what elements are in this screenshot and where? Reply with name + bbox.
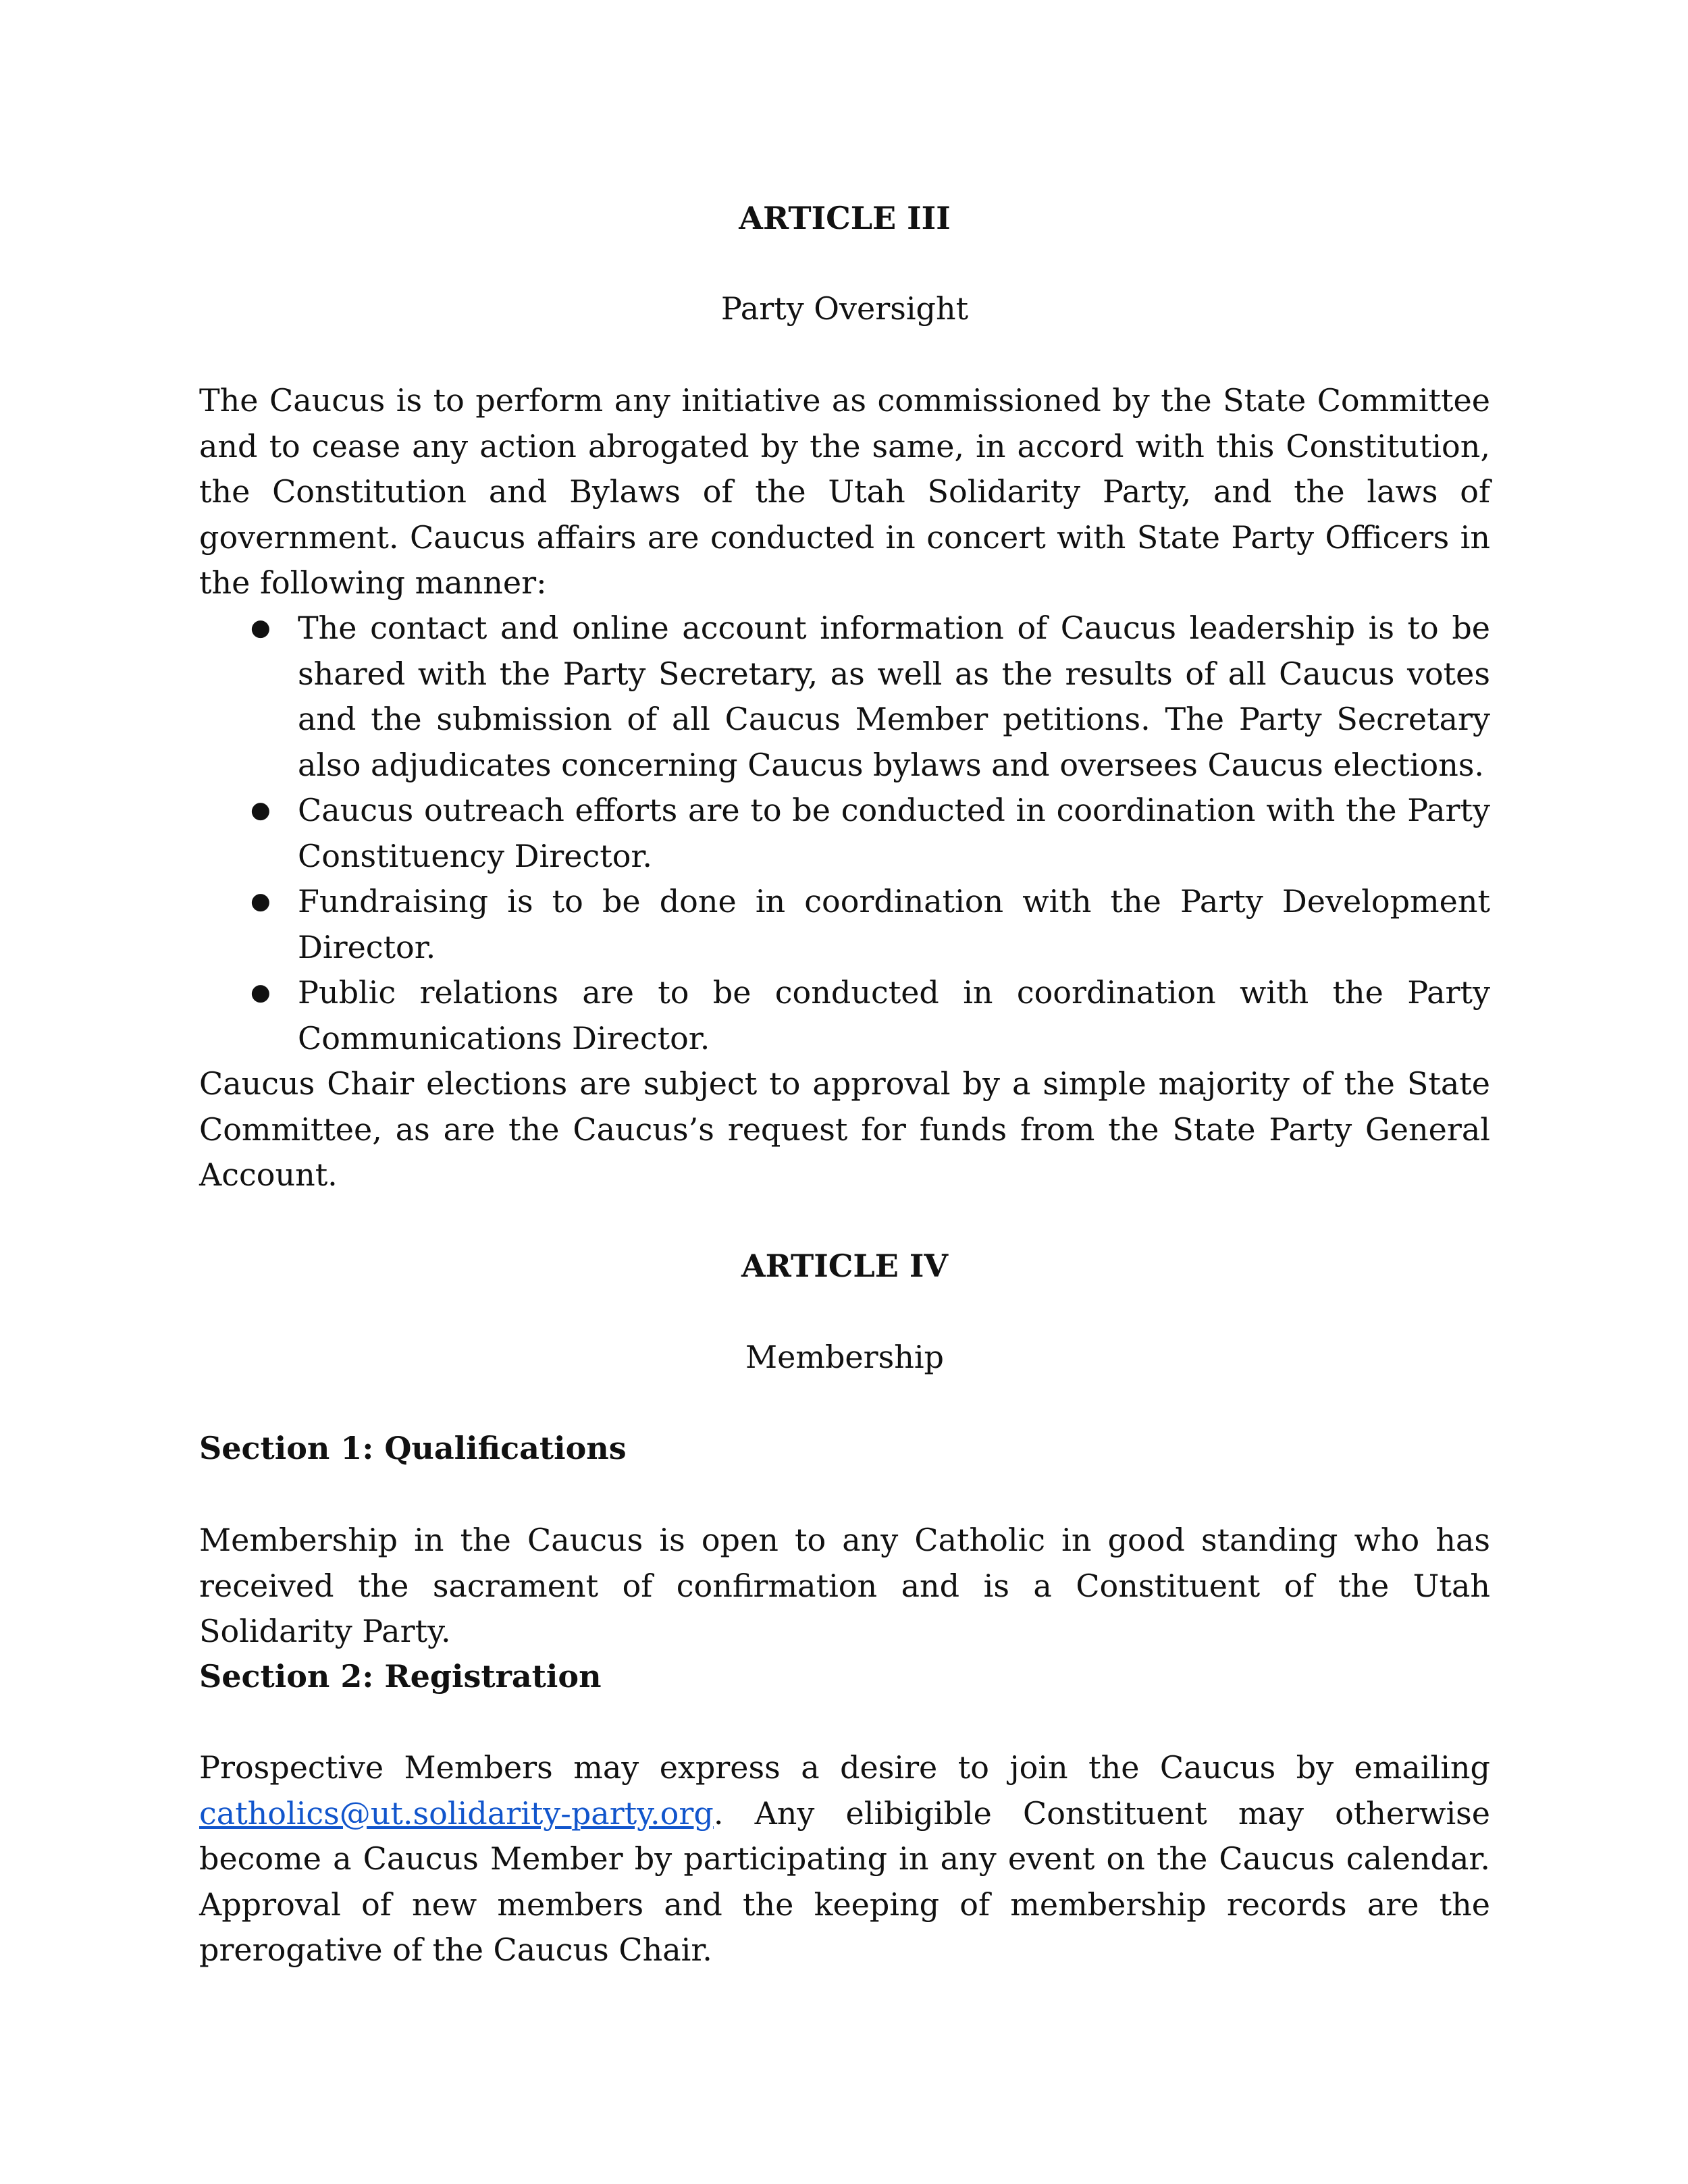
section-2-body-end: . Any elibigible Constituent may otherwise become a Caucus Member by participating in any event on the Caucus calendar. Approval of new members and the keeping of membership records are the prerogative of the Caucus Chair. — [199, 1794, 1490, 1968]
bullet-text: Fundraising is to be done in coordination with the Party Development Director. — [298, 883, 1490, 965]
bullet-icon: ● — [250, 888, 271, 915]
article-4-title: ARTICLE IV — [741, 1248, 949, 1284]
section-1-heading: Section 1: Qualifications — [199, 1430, 627, 1466]
email-link[interactable]: catholics@ut.solidarity-party.org — [199, 1794, 714, 1832]
bullet-icon: ● — [250, 797, 271, 824]
section-1-body: Membership in the Caucus is open to any Catholic in good standing who has received the sacrament of confirmation and is a Constituent of the Utah Solidarity Party. — [199, 1522, 1490, 1649]
bullet-icon: ● — [250, 614, 271, 641]
article-3-bullet-item — [199, 788, 1490, 879]
article-3-bullet-item — [199, 879, 1490, 970]
article-3-bullet-item — [199, 606, 1490, 788]
article-3-intro: The Caucus is to perform any initiative as commissioned by the State Committee and to cease any action abrogated by the same, in accord with this Constitution, the Constitution and Bylaws of the Utah Solidarity Party, and the laws of government. Caucus affairs are conducted in concert with State Party Officers in the following manner: — [199, 382, 1490, 601]
section-2-body — [199, 1745, 1490, 1973]
bullet-text: The contact and online account information of Caucus leadership is to be shared with the Party Secretary, as well as the results of all Caucus votes and the submission of all Caucus Member petitions. The Party Secretary also adjudicates concerning Caucus bylaws and oversees Caucus elections. — [298, 610, 1490, 783]
bullet-text: Public relations are to be conducted in coordination with the Party Communications Director. — [298, 974, 1490, 1057]
article-3-bullet-item — [199, 970, 1490, 1061]
bullet-icon: ● — [250, 979, 271, 1006]
article-3-closing: Caucus Chair elections are subject to approval by a simple majority of the State Committee, as are the Caucus’s request for funds from the State Party General Account. — [199, 1065, 1490, 1193]
section-2-body-start: Prospective Members may express a desire to join the Caucus by emailing — [199, 1749, 1490, 1786]
section-2-heading: Section 2: Registration — [199, 1658, 602, 1695]
bullet-text: Caucus outreach efforts are to be conducted in coordination with the Party Constituency Director. — [298, 792, 1490, 874]
article-3-bullet-list — [199, 606, 1490, 1061]
article-3-title: ARTICLE III — [739, 200, 951, 236]
article-4-subtitle: Membership — [745, 1339, 944, 1375]
article-3-subtitle: Party Oversight — [720, 290, 969, 327]
